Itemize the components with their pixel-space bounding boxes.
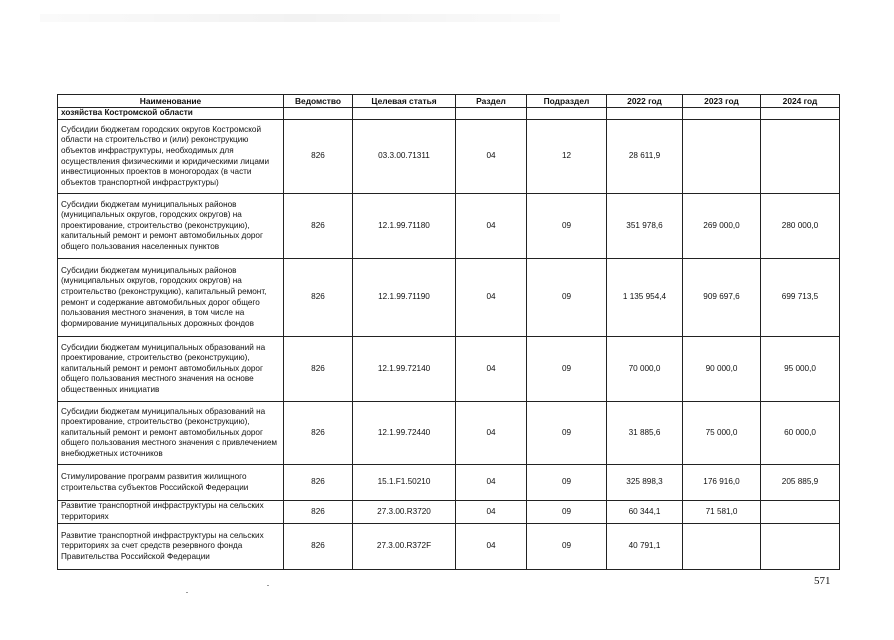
row-ved: 826	[284, 465, 353, 501]
row-ved: 826	[284, 259, 353, 337]
row-razdel: 04	[456, 465, 527, 501]
row-2022: 1 135 954,4	[607, 259, 683, 337]
row-name: Развитие транспортной инфраструктуры на сельских территориях	[58, 501, 284, 524]
header-ved: Ведомство	[284, 95, 353, 108]
row-2022: 28 611,9	[607, 120, 683, 194]
row-ved: 826	[284, 194, 353, 259]
table-row	[58, 501, 840, 524]
row-ved: 826	[284, 337, 353, 402]
header-2024: 2024 год	[761, 95, 840, 108]
row-ved: 826	[284, 120, 353, 194]
row-ved: 826	[284, 402, 353, 465]
row-name: Развитие транспортной инфраструктуры на сельских территориях за счет средств резервного фонда Правительства Российской Федерации	[58, 524, 284, 570]
row-2023: 71 581,0	[683, 501, 761, 524]
table-row	[58, 337, 840, 402]
row-2023: 90 000,0	[683, 337, 761, 402]
header-2023: 2023 год	[683, 95, 761, 108]
row-article: 15.1.F1.50210	[353, 465, 456, 501]
row-razdel: 04	[456, 524, 527, 570]
row-razdel: 04	[456, 120, 527, 194]
row-podrazdel: 09	[527, 524, 607, 570]
row-article: 27.3.00.R372F	[353, 524, 456, 570]
scan-speck	[267, 585, 269, 586]
row-podrazdel: 09	[527, 465, 607, 501]
row-razdel: 04	[456, 337, 527, 402]
row-2023	[683, 120, 761, 194]
row-2022: 31 885,6	[607, 402, 683, 465]
header-podrazdel: Подраздел	[527, 95, 607, 108]
row-podrazdel: 09	[527, 259, 607, 337]
row-ved: 826	[284, 524, 353, 570]
row-2022: 351 978,6	[607, 194, 683, 259]
page-number: 571	[814, 575, 831, 587]
row-ved: 826	[284, 501, 353, 524]
row-article: 27.3.00.R3720	[353, 501, 456, 524]
row-2023: 269 000,0	[683, 194, 761, 259]
row-2024: 95 000,0	[761, 337, 840, 402]
row-2024: 280 000,0	[761, 194, 840, 259]
row-name: Субсидии бюджетам городских округов Костромской области на строительство и (или) реконструкцию объектов инфраструктуры, необходимых для осуществления физическими и юридическими лицами инвестиционных проектов в моногородах (в части объектов транспортной инфраструктуры)	[58, 120, 284, 194]
row-podrazdel: 09	[527, 501, 607, 524]
row-razdel: 04	[456, 259, 527, 337]
table-row	[58, 465, 840, 501]
row-2024	[761, 120, 840, 194]
row-2022: 70 000,0	[607, 337, 683, 402]
header-article: Целевая статья	[353, 95, 456, 108]
row-razdel: 04	[456, 194, 527, 259]
row-2023: 176 916,0	[683, 465, 761, 501]
row-podrazdel: 09	[527, 337, 607, 402]
continuation-row	[58, 108, 840, 120]
row-2022: 325 898,3	[607, 465, 683, 501]
table-row	[58, 194, 840, 259]
row-podrazdel: 09	[527, 194, 607, 259]
row-name: Субсидии бюджетам муниципальных районов (муниципальных округов, городских округов) на проектирование, строительство (реконструкцию), капитальный ремонт и ремонт автомобильных дорог общего пользования населенных пунктов	[58, 194, 284, 259]
table-body	[58, 108, 840, 570]
row-2023: 909 697,6	[683, 259, 761, 337]
scan-speck	[186, 592, 188, 593]
table-row	[58, 120, 840, 194]
scan-artifact	[40, 14, 560, 22]
row-name: Субсидии бюджетам муниципальных образований на проектирование, строительство (реконструкцию), капитальный ремонт и ремонт автомобильных дорог общего пользования местного значения на основе общественных инициатив	[58, 337, 284, 402]
row-name: Стимулирование программ развития жилищного строительства субъектов Российской Федерации	[58, 465, 284, 501]
row-name: Субсидии бюджетам муниципальных районов (муниципальных округов, городских округов) на строительство (реконструкцию), капитальный ремонт, ремонт и содержание автомобильных дорог общего пользования местного значения, в том числе на формирование муниципальных дорожных фондов	[58, 259, 284, 337]
row-article: 03.3.00.71311	[353, 120, 456, 194]
row-2024	[761, 524, 840, 570]
budget-table	[57, 94, 840, 570]
row-2023	[683, 524, 761, 570]
header-razdel: Раздел	[456, 95, 527, 108]
row-2022: 60 344,1	[607, 501, 683, 524]
table-row	[58, 259, 840, 337]
row-podrazdel: 12	[527, 120, 607, 194]
row-article: 12.1.99.71180	[353, 194, 456, 259]
row-podrazdel: 09	[527, 402, 607, 465]
row-2022: 40 791,1	[607, 524, 683, 570]
row-2024: 699 713,5	[761, 259, 840, 337]
table-row	[58, 524, 840, 570]
row-article: 12.1.99.71190	[353, 259, 456, 337]
row-razdel: 04	[456, 501, 527, 524]
row-name: Субсидии бюджетам муниципальных образований на проектирование, строительство (реконструкцию), капитальный ремонт и ремонт автомобильных дорог общего пользования местного значения с привлечением внебюджетных источников	[58, 402, 284, 465]
header-2022: 2022 год	[607, 95, 683, 108]
row-article: 12.1.99.72140	[353, 337, 456, 402]
row-2024	[761, 501, 840, 524]
row-razdel: 04	[456, 402, 527, 465]
row-2024: 205 885,9	[761, 465, 840, 501]
header-name: Наименование	[58, 95, 284, 108]
continuation-text: хозяйства Костромской области	[58, 108, 284, 120]
row-2023: 75 000,0	[683, 402, 761, 465]
row-article: 12.1.99.72440	[353, 402, 456, 465]
row-2024: 60 000,0	[761, 402, 840, 465]
table-row	[58, 402, 840, 465]
table-header-row	[58, 95, 840, 108]
